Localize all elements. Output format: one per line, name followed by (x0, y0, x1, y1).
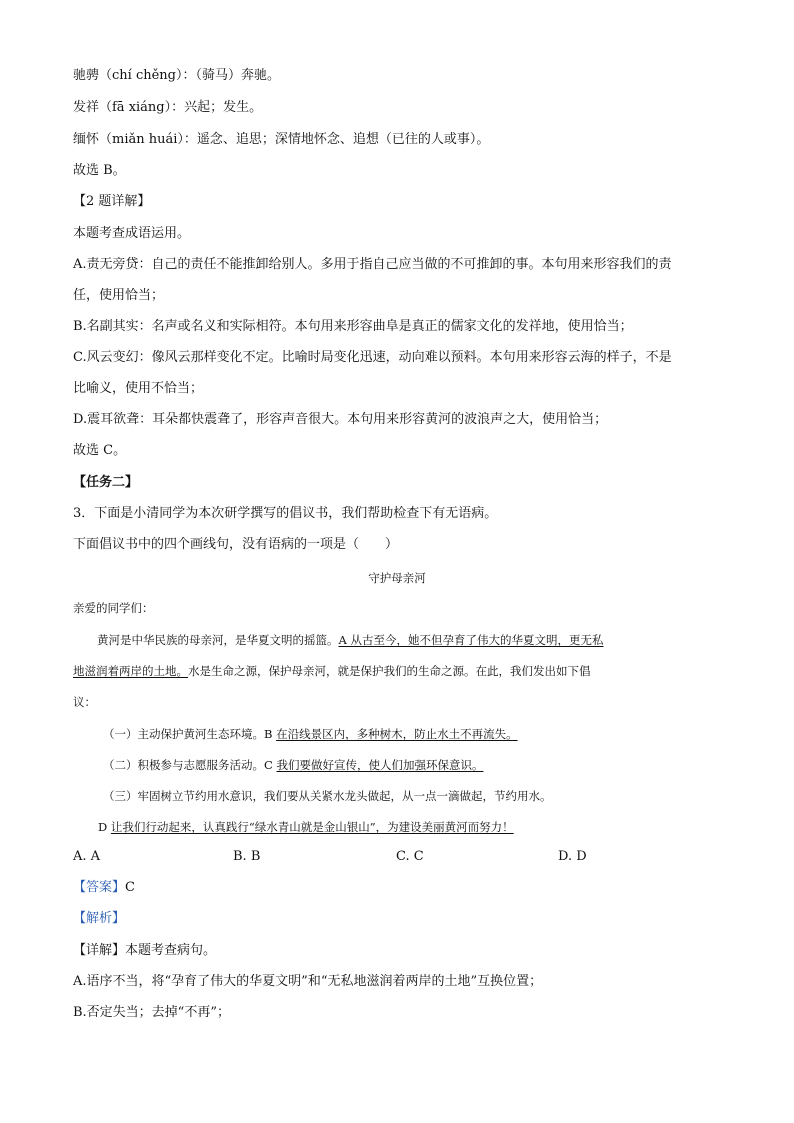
analysis-label: 【解析】 (73, 911, 126, 926)
select-b-text: 故选 B。 (73, 163, 126, 178)
task2-header: 【任务二】 (73, 475, 139, 490)
q2-intro: 本题考查成语运用。 (73, 226, 191, 241)
essay-item-2 (103, 757, 483, 773)
essay-paragraph-1-line1 (97, 632, 603, 648)
vocab-faxiang: 发祥（fā xiáng）：兴起；发生。 (73, 100, 263, 115)
vocab-chicheng: 驰骋（chí chěng）：（骑马）奔驰。 (73, 68, 280, 83)
q2-option-b: B.名副其实：名声或名义和实际相符。本句用来形容曲阜是真正的儒家文化的发祥地，使用恰当； (73, 319, 633, 334)
detail-label: 【详解】 (73, 943, 126, 958)
underlined-sentence-a-part1: A 从古至今，她不但孕育了伟大的华夏文明，更无私 (338, 633, 604, 647)
q2-option-d: D.震耳欲聋：耳朵都快震聋了，形容声音很大。本句用来形容黄河的波浪声之大，使用恰当； (73, 412, 608, 427)
essay-greeting: 亲爱的同学们： (73, 601, 154, 615)
underlined-sentence-b: 在沿线景区内，多种树木，防止水土不再流失。 (276, 727, 518, 741)
closing-label: D (98, 820, 111, 834)
q3-question: 下面倡议书中的四个画线句，没有语病的一项是（ ） (73, 537, 399, 552)
option-b[interactable]: B. B (233, 849, 261, 864)
q2-option-a-line1: A.责无旁贷：自己的责任不能推卸给别人。多用于指自己应当做的不可推卸的事。本句用来形容我们的责 (73, 257, 672, 272)
essay-item-1 (103, 726, 518, 742)
item-1-label: （一）主动保护黄河生态环境。B (103, 727, 277, 741)
item-2-label: （二）积极参与志愿服务活动。C (103, 758, 277, 772)
essay-sentence-water: 水是生命之源，保护母亲河，就是保护我们的生命之源。在此，我们发出如下倡 (188, 664, 591, 678)
q2-select: 故选 C。 (73, 443, 127, 458)
essay-paragraph-1-line2 (73, 663, 591, 679)
analysis-option-b: B.否定失当；去掉“不再”； (73, 1005, 230, 1020)
answer-label: 【答案】 (73, 880, 126, 895)
answer-row (73, 880, 135, 896)
option-d[interactable]: D. D (558, 849, 587, 864)
q2-option-c-line1: C.风云变幻：像风云那样变化不定。比喻时局变化迅速，动向难以预料。本句用来形容云海的样子，不是 (73, 350, 672, 365)
essay-item-3: （三）牢固树立节约用水意识，我们要从关紧水龙头做起，从一点一滴做起，节约用水。 (103, 789, 552, 803)
detail-text: 本题考查病句。 (125, 943, 217, 958)
option-a[interactable]: A. A (73, 849, 101, 864)
detail-row (73, 943, 216, 959)
underlined-sentence-d: 让我们行动起来，认真践行“绿水青山就是金山银山”，为建设美丽黄河而努力！ (110, 820, 514, 834)
essay-sentence-intro: 黄河是中华民族的母亲河，是华夏文明的摇篮。 (97, 633, 339, 647)
q3-prompt: 3．下面是小清同学为本次研学撰写的倡议书，我们帮助检查下有无语病。 (73, 506, 498, 521)
q2-header: 【2 题详解】 (73, 194, 151, 209)
essay-closing (98, 819, 514, 835)
q2-option-c-line2: 比喻义，使用不恰当； (73, 381, 204, 396)
vocab-mianhuai: 缅怀（miǎn huái）：遥念、追思；深情地怀念、追想（已往的人或事）。 (73, 132, 490, 147)
essay-title: 守护母亲河 (368, 571, 426, 585)
essay-paragraph-1-line3: 议： (73, 695, 96, 709)
option-c[interactable]: C. C (396, 849, 424, 864)
underlined-sentence-c: 我们要做好宣传，使人们加强环保意识。 (276, 758, 484, 772)
q2-option-a-line2: 任，使用恰当； (73, 288, 165, 303)
analysis-option-a: A.语序不当，将“孕育了伟大的华夏文明”和“无私地滋润着两岸的土地”互换位置； (73, 974, 543, 989)
answer-value: C (125, 880, 135, 895)
underlined-sentence-a-part2: 地滋润着两岸的土地。 (73, 664, 188, 678)
